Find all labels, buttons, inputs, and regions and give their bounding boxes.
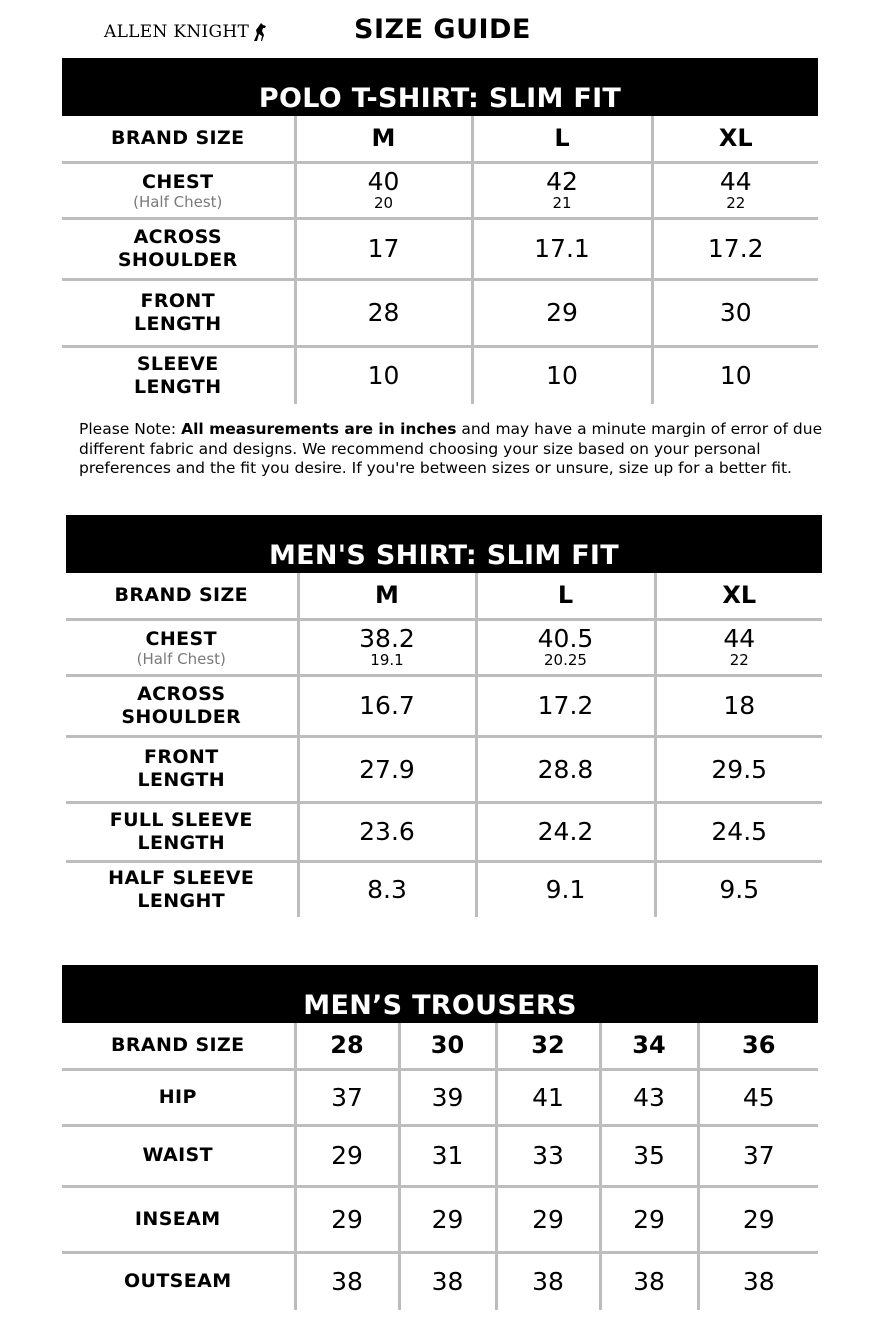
brand-size-label: BRAND SIZE — [66, 573, 298, 619]
table-row — [66, 675, 822, 736]
polo-table-title: POLO T-SHIRT: SLIM FIT — [62, 58, 818, 116]
table-row — [62, 1252, 818, 1310]
table-row — [62, 162, 818, 218]
value-cell: 8.3 — [298, 861, 476, 917]
value-cell — [652, 162, 818, 218]
value-cell: 10 — [472, 346, 652, 404]
page-title: SIZE GUIDE — [354, 14, 531, 45]
value-cell: 24.2 — [476, 802, 655, 861]
row-label-line2: LENGTH — [137, 831, 225, 854]
table-row — [62, 1023, 818, 1069]
row-label-line1: ACROSS — [137, 682, 226, 705]
row-label: INSEAM — [62, 1186, 295, 1252]
value-cell: 9.5 — [719, 875, 760, 905]
chest-value: 40.5 — [537, 624, 594, 653]
value-cell: 24.5 — [655, 802, 822, 861]
row-label-line1: FULL SLEEVE — [109, 808, 253, 831]
half-chest-label: (Half Chest) — [133, 192, 223, 211]
row-label: WAIST — [62, 1125, 295, 1186]
row-label-line2: LENGTH — [133, 375, 222, 398]
half-chest-value: 20 — [373, 194, 394, 212]
table-row — [66, 619, 822, 675]
value-cell: 45 — [698, 1069, 818, 1125]
brand-logo — [104, 20, 269, 44]
table-row — [66, 573, 822, 619]
note-prefix: Please Note: — [79, 420, 182, 438]
value-cell: 30 — [652, 279, 818, 346]
value-cell — [295, 162, 472, 218]
value-cell: 29 — [472, 279, 652, 346]
value-cell: 17.1 — [472, 218, 652, 279]
value-cell: 17.2 — [652, 218, 818, 279]
shirt-size-table — [66, 515, 822, 918]
value-cell: 16.7 — [298, 675, 476, 736]
horse-icon — [251, 22, 269, 42]
row-label-line2: SHOULDER — [117, 248, 238, 271]
table-row — [62, 1125, 818, 1186]
row-label-line1: HALF SLEEVE — [108, 866, 255, 889]
chest-value: 44 — [723, 624, 756, 653]
value-cell — [298, 619, 476, 675]
polo-size-table — [62, 58, 818, 404]
value-cell: 33 — [496, 1125, 600, 1186]
row-label-line2: LENGHT — [137, 889, 226, 912]
measurement-note — [79, 420, 839, 479]
value-cell: 17.2 — [476, 675, 655, 736]
value-cell: 29.5 — [655, 736, 822, 802]
note-rest: and may have a minute margin of error of due different fabric and designs. We recommend choosing your size based on your personal preferences and the fit you desire. If you're between sizes or unsure, size up for a better fit. — [79, 420, 823, 477]
size-header: 36 — [698, 1023, 818, 1069]
value-cell: 9.1 — [476, 861, 655, 917]
value-cell: 35 — [600, 1125, 698, 1186]
size-header: 32 — [496, 1023, 600, 1069]
value-cell: 29 — [399, 1186, 496, 1252]
value-cell — [655, 619, 822, 675]
row-label — [66, 802, 298, 861]
value-cell: 31 — [399, 1125, 496, 1186]
row-label — [62, 162, 295, 218]
row-label-line2: LENGTH — [137, 769, 225, 791]
value-cell: 28 — [295, 279, 472, 346]
size-header: L — [476, 573, 655, 619]
brand-size-label: BRAND SIZE — [62, 116, 295, 162]
table-row — [62, 279, 818, 346]
value-cell — [476, 619, 655, 675]
row-label — [66, 861, 298, 917]
value-cell: 37 — [698, 1125, 818, 1186]
row-label-line2: SHOULDER — [121, 705, 242, 728]
value-cell: 39 — [399, 1069, 496, 1125]
chest-value: 44 — [719, 167, 752, 196]
note-bold: All measurements are in inches — [181, 420, 457, 438]
row-label-line1: ACROSS — [133, 225, 222, 248]
brand-name: ALLEN KNIGHT — [104, 22, 250, 42]
chest-value: 42 — [546, 167, 578, 196]
row-label-line1: FRONT — [140, 289, 216, 312]
value-cell: 29 — [295, 1186, 399, 1252]
table-row — [62, 346, 818, 404]
half-chest-value: 21 — [552, 194, 572, 212]
table-row — [62, 218, 818, 279]
size-header: M — [298, 573, 476, 619]
value-cell: 37 — [295, 1069, 399, 1125]
table-row — [62, 1186, 818, 1252]
table-row — [66, 861, 822, 917]
row-label — [66, 736, 298, 802]
value-cell: 29 — [698, 1186, 818, 1252]
size-header: 30 — [399, 1023, 496, 1069]
table-row — [62, 1069, 818, 1125]
row-label-line1: SLEEVE — [136, 352, 219, 375]
chest-value: 38.2 — [359, 624, 415, 653]
value-cell: 10 — [295, 346, 472, 404]
value-cell: 38 — [399, 1252, 496, 1310]
value-cell: 28.8 — [476, 736, 655, 802]
half-chest-value: 22 — [729, 651, 749, 669]
brand-size-label: BRAND SIZE — [62, 1023, 295, 1069]
value-cell: 10 — [719, 361, 752, 391]
size-header: M — [295, 116, 472, 162]
row-label: HIP — [62, 1069, 295, 1125]
row-label — [66, 675, 298, 736]
trousers-size-table — [62, 965, 818, 1310]
value-cell — [472, 162, 652, 218]
half-chest-label: (Half Chest) — [136, 649, 226, 668]
half-chest-value: 19.1 — [370, 651, 404, 669]
value-cell: 27.9 — [298, 736, 476, 802]
value-cell: 38 — [600, 1252, 698, 1310]
row-label-line2: LENGTH — [133, 312, 222, 335]
value-cell: 41 — [496, 1069, 600, 1125]
table-row — [66, 802, 822, 861]
table-row — [66, 736, 822, 802]
size-header: L — [472, 116, 652, 162]
trousers-table-title: MEN’S TROUSERS — [62, 965, 818, 1023]
size-header: 28 — [295, 1023, 399, 1069]
size-header: 34 — [600, 1023, 698, 1069]
value-cell: 23.6 — [298, 802, 476, 861]
chest-value: 40 — [367, 167, 400, 196]
row-label: OUTSEAM — [62, 1252, 295, 1310]
value-cell: 43 — [600, 1069, 698, 1125]
value-cell: 38 — [295, 1252, 399, 1310]
chest-label: CHEST — [142, 170, 214, 193]
row-label — [62, 346, 295, 404]
row-label — [62, 279, 295, 346]
size-header: XL — [652, 116, 818, 162]
row-label-line1: FRONT — [143, 746, 219, 768]
row-label — [62, 218, 295, 279]
value-cell: 38 — [742, 1267, 775, 1297]
value-cell: 17 — [295, 218, 472, 279]
chest-label: CHEST — [145, 627, 217, 650]
shirt-table-title: MEN'S SHIRT: SLIM FIT — [66, 515, 822, 573]
value-cell: 29 — [600, 1186, 698, 1252]
value-cell: 18 — [655, 675, 822, 736]
size-header: XL — [655, 573, 822, 619]
row-label — [66, 619, 298, 675]
half-chest-value: 22 — [726, 194, 746, 212]
half-chest-value: 20.25 — [544, 651, 587, 669]
value-cell: 38 — [496, 1252, 600, 1310]
value-cell: 29 — [496, 1186, 600, 1252]
table-row — [62, 116, 818, 162]
value-cell: 29 — [295, 1125, 399, 1186]
